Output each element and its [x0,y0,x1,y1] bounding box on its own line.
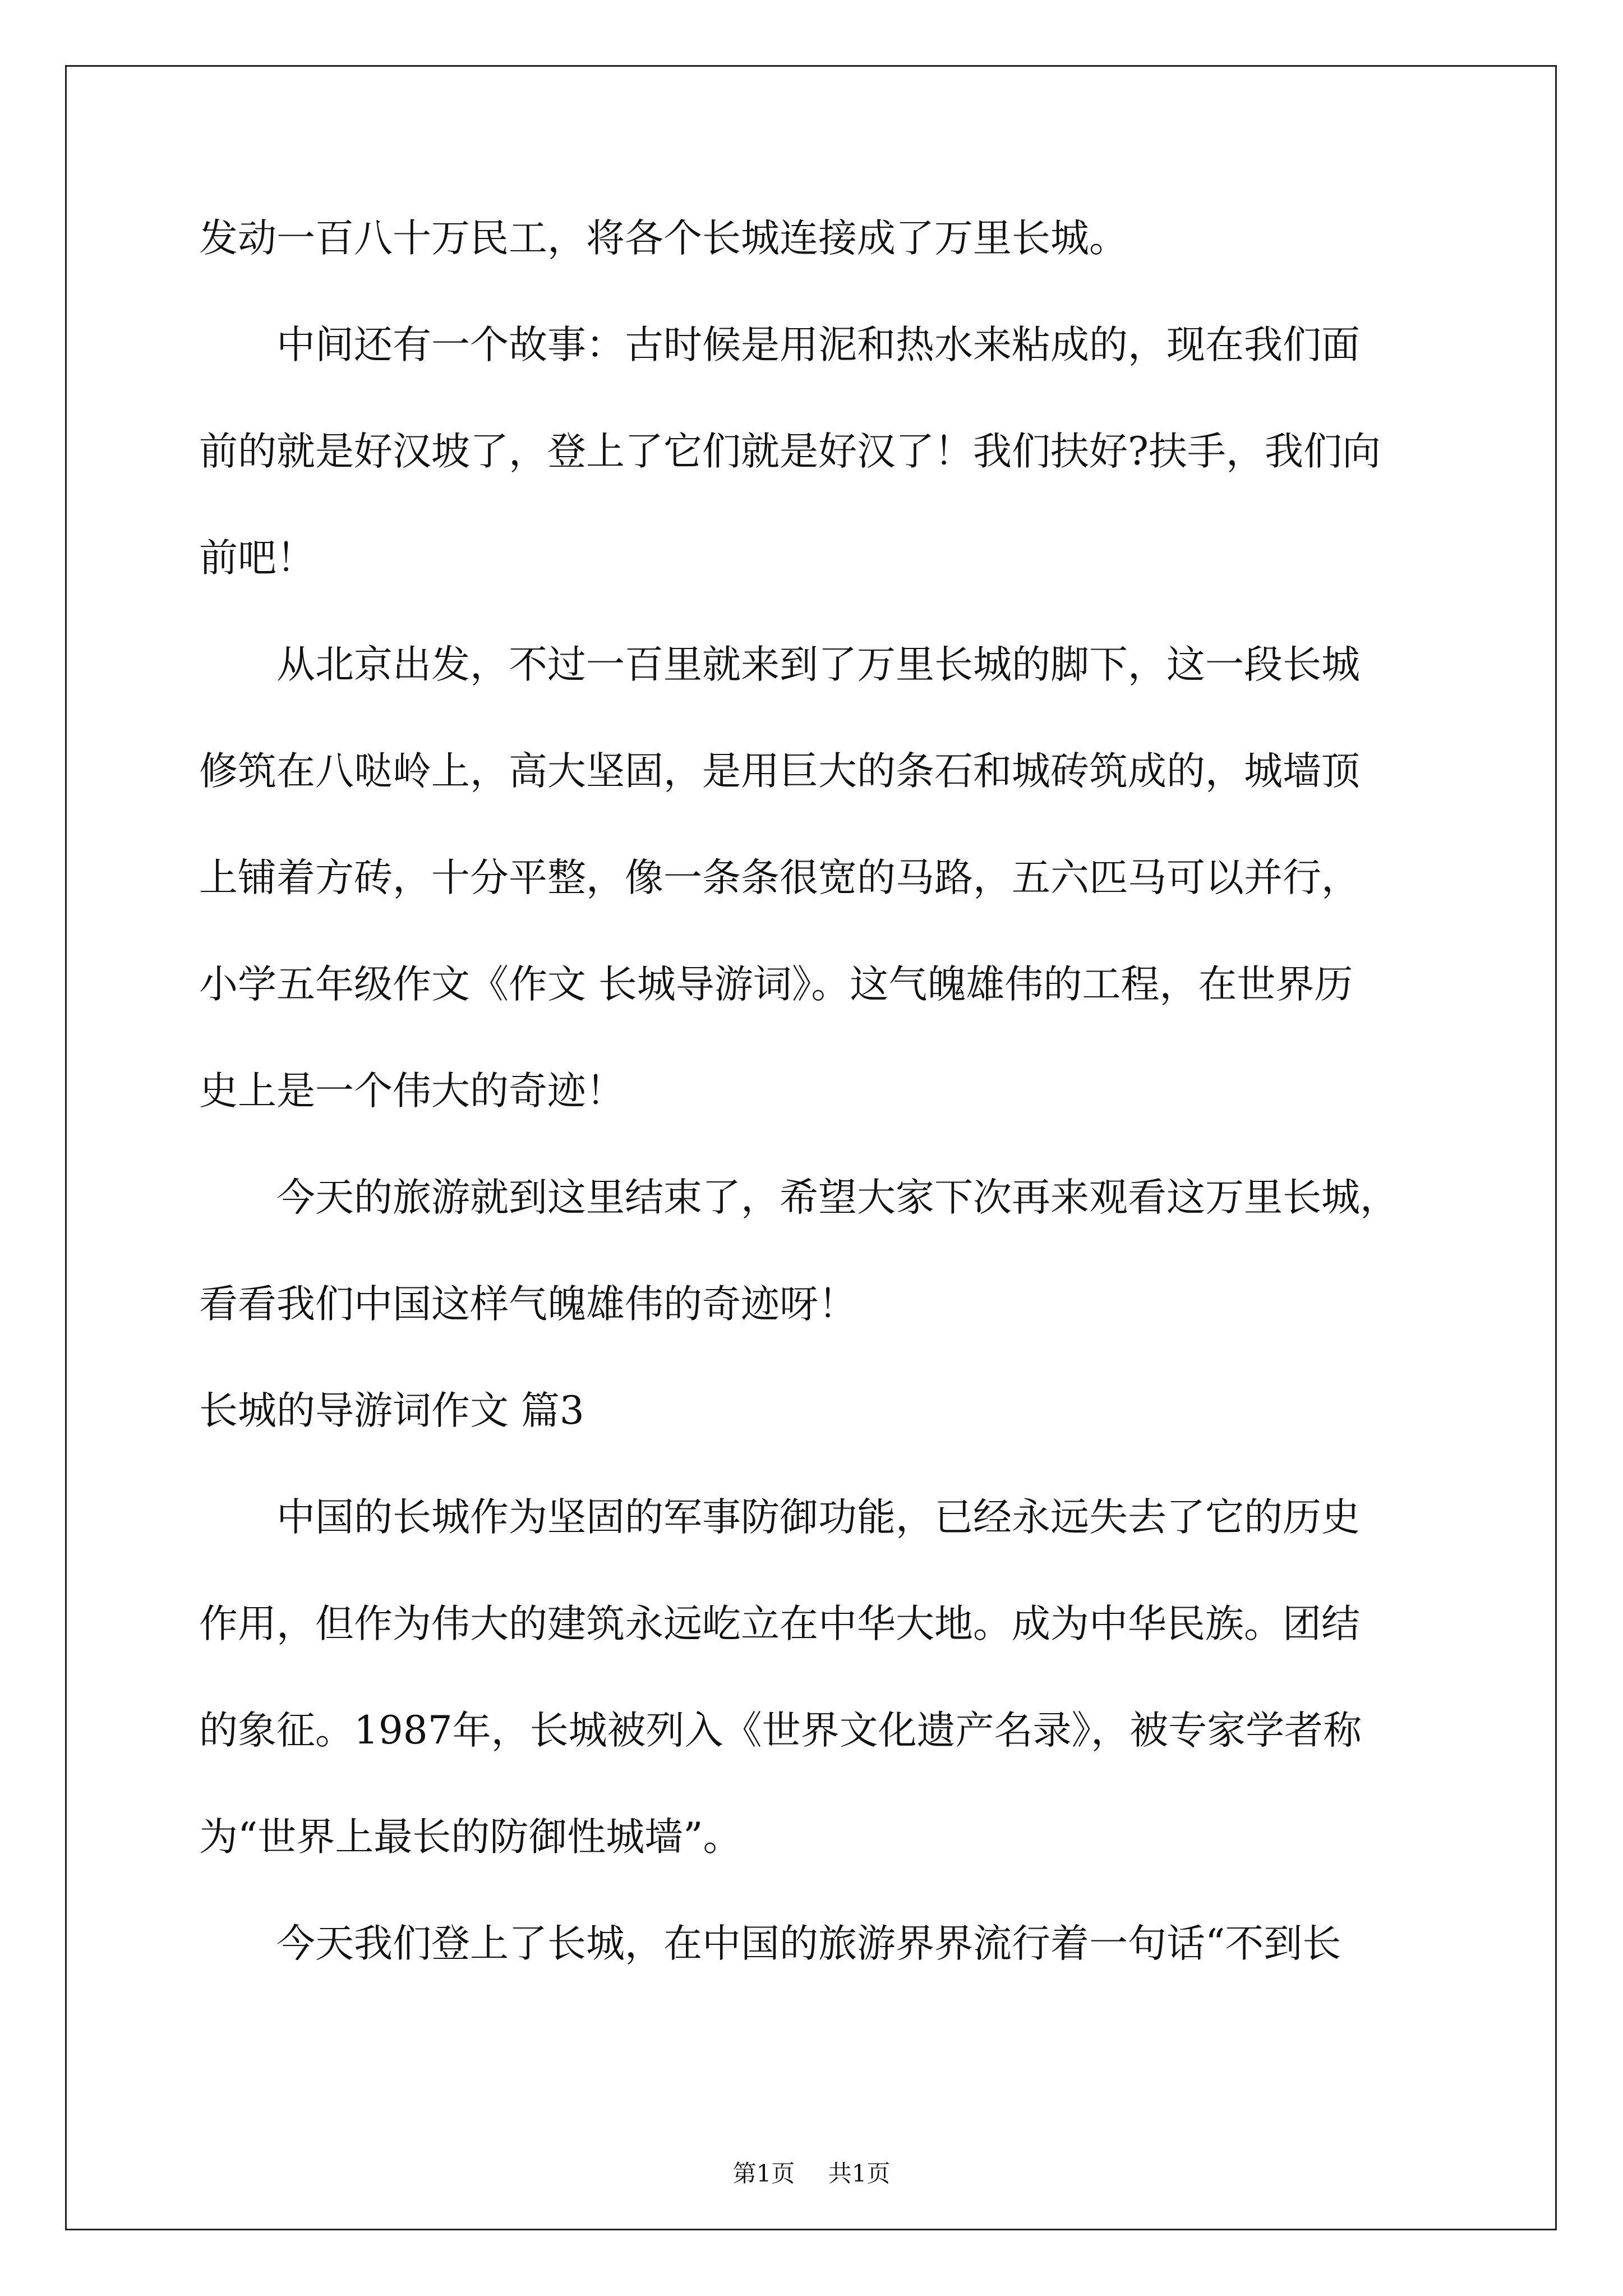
page-number: 第1页 [732,2160,795,2187]
text-line-11: 看看我们中国这样气魄雄伟的奇迹呀！ [199,1282,857,1327]
page-footer [0,2157,1623,2191]
text-line-10: 今天的旅游就到这里结束了，希望大家下次再来观看这万里长城， [276,1175,1399,1220]
section-heading: 长城的导游词作文 篇3 [199,1388,584,1433]
text-line-17: 今天我们登上了长城，在中国的旅游界界流行着一句话“不到长 [276,1921,1341,1966]
text-line-5: 从北京出发，不过一百里就来到了万里长城的脚下，这一段长城 [276,642,1360,687]
text-line-9: 史上是一个伟大的奇迹！ [199,1069,625,1114]
text-line-7: 上铺着方砖，十分平整，像一条条很宽的马路，五六匹马可以并行， [199,855,1360,900]
text-line-8: 小学五年级作文《作文 长城导游词》。这气魄雄伟的工程，在世界历 [199,962,1353,1007]
page-total: 共1页 [828,2160,891,2187]
text-line-16: 为“世界上最长的防御性城墙”。 [199,1815,742,1860]
text-line-13: 中国的长城作为坚固的军事防御功能，已经永远失去了它的历史 [276,1495,1360,1540]
text-line-4: 前吧！ [199,536,315,581]
text-line-2: 中间还有一个故事：古时候是用泥和热水来粘成的，现在我们面 [276,323,1360,367]
document-body [199,185,1433,1997]
text-line-3: 前的就是好汉坡了，登上了它们就是好汉了！我们扶好?扶手，我们向 [199,429,1381,474]
text-line-15: 的象征。1987年，长城被列入《世界文化遗产名录》，被专家学者称 [199,1708,1362,1753]
text-line-14: 作用，但作为伟大的建筑永远屹立在中华大地。成为中华民族。团结 [199,1602,1360,1646]
text-line-1: 发动一百八十万民工，将各个长城连接成了万里长城。 [199,216,1128,261]
text-line-6: 修筑在八哒岭上，高大坚固，是用巨大的条石和城砖筑成的，城墙顶 [199,749,1360,794]
